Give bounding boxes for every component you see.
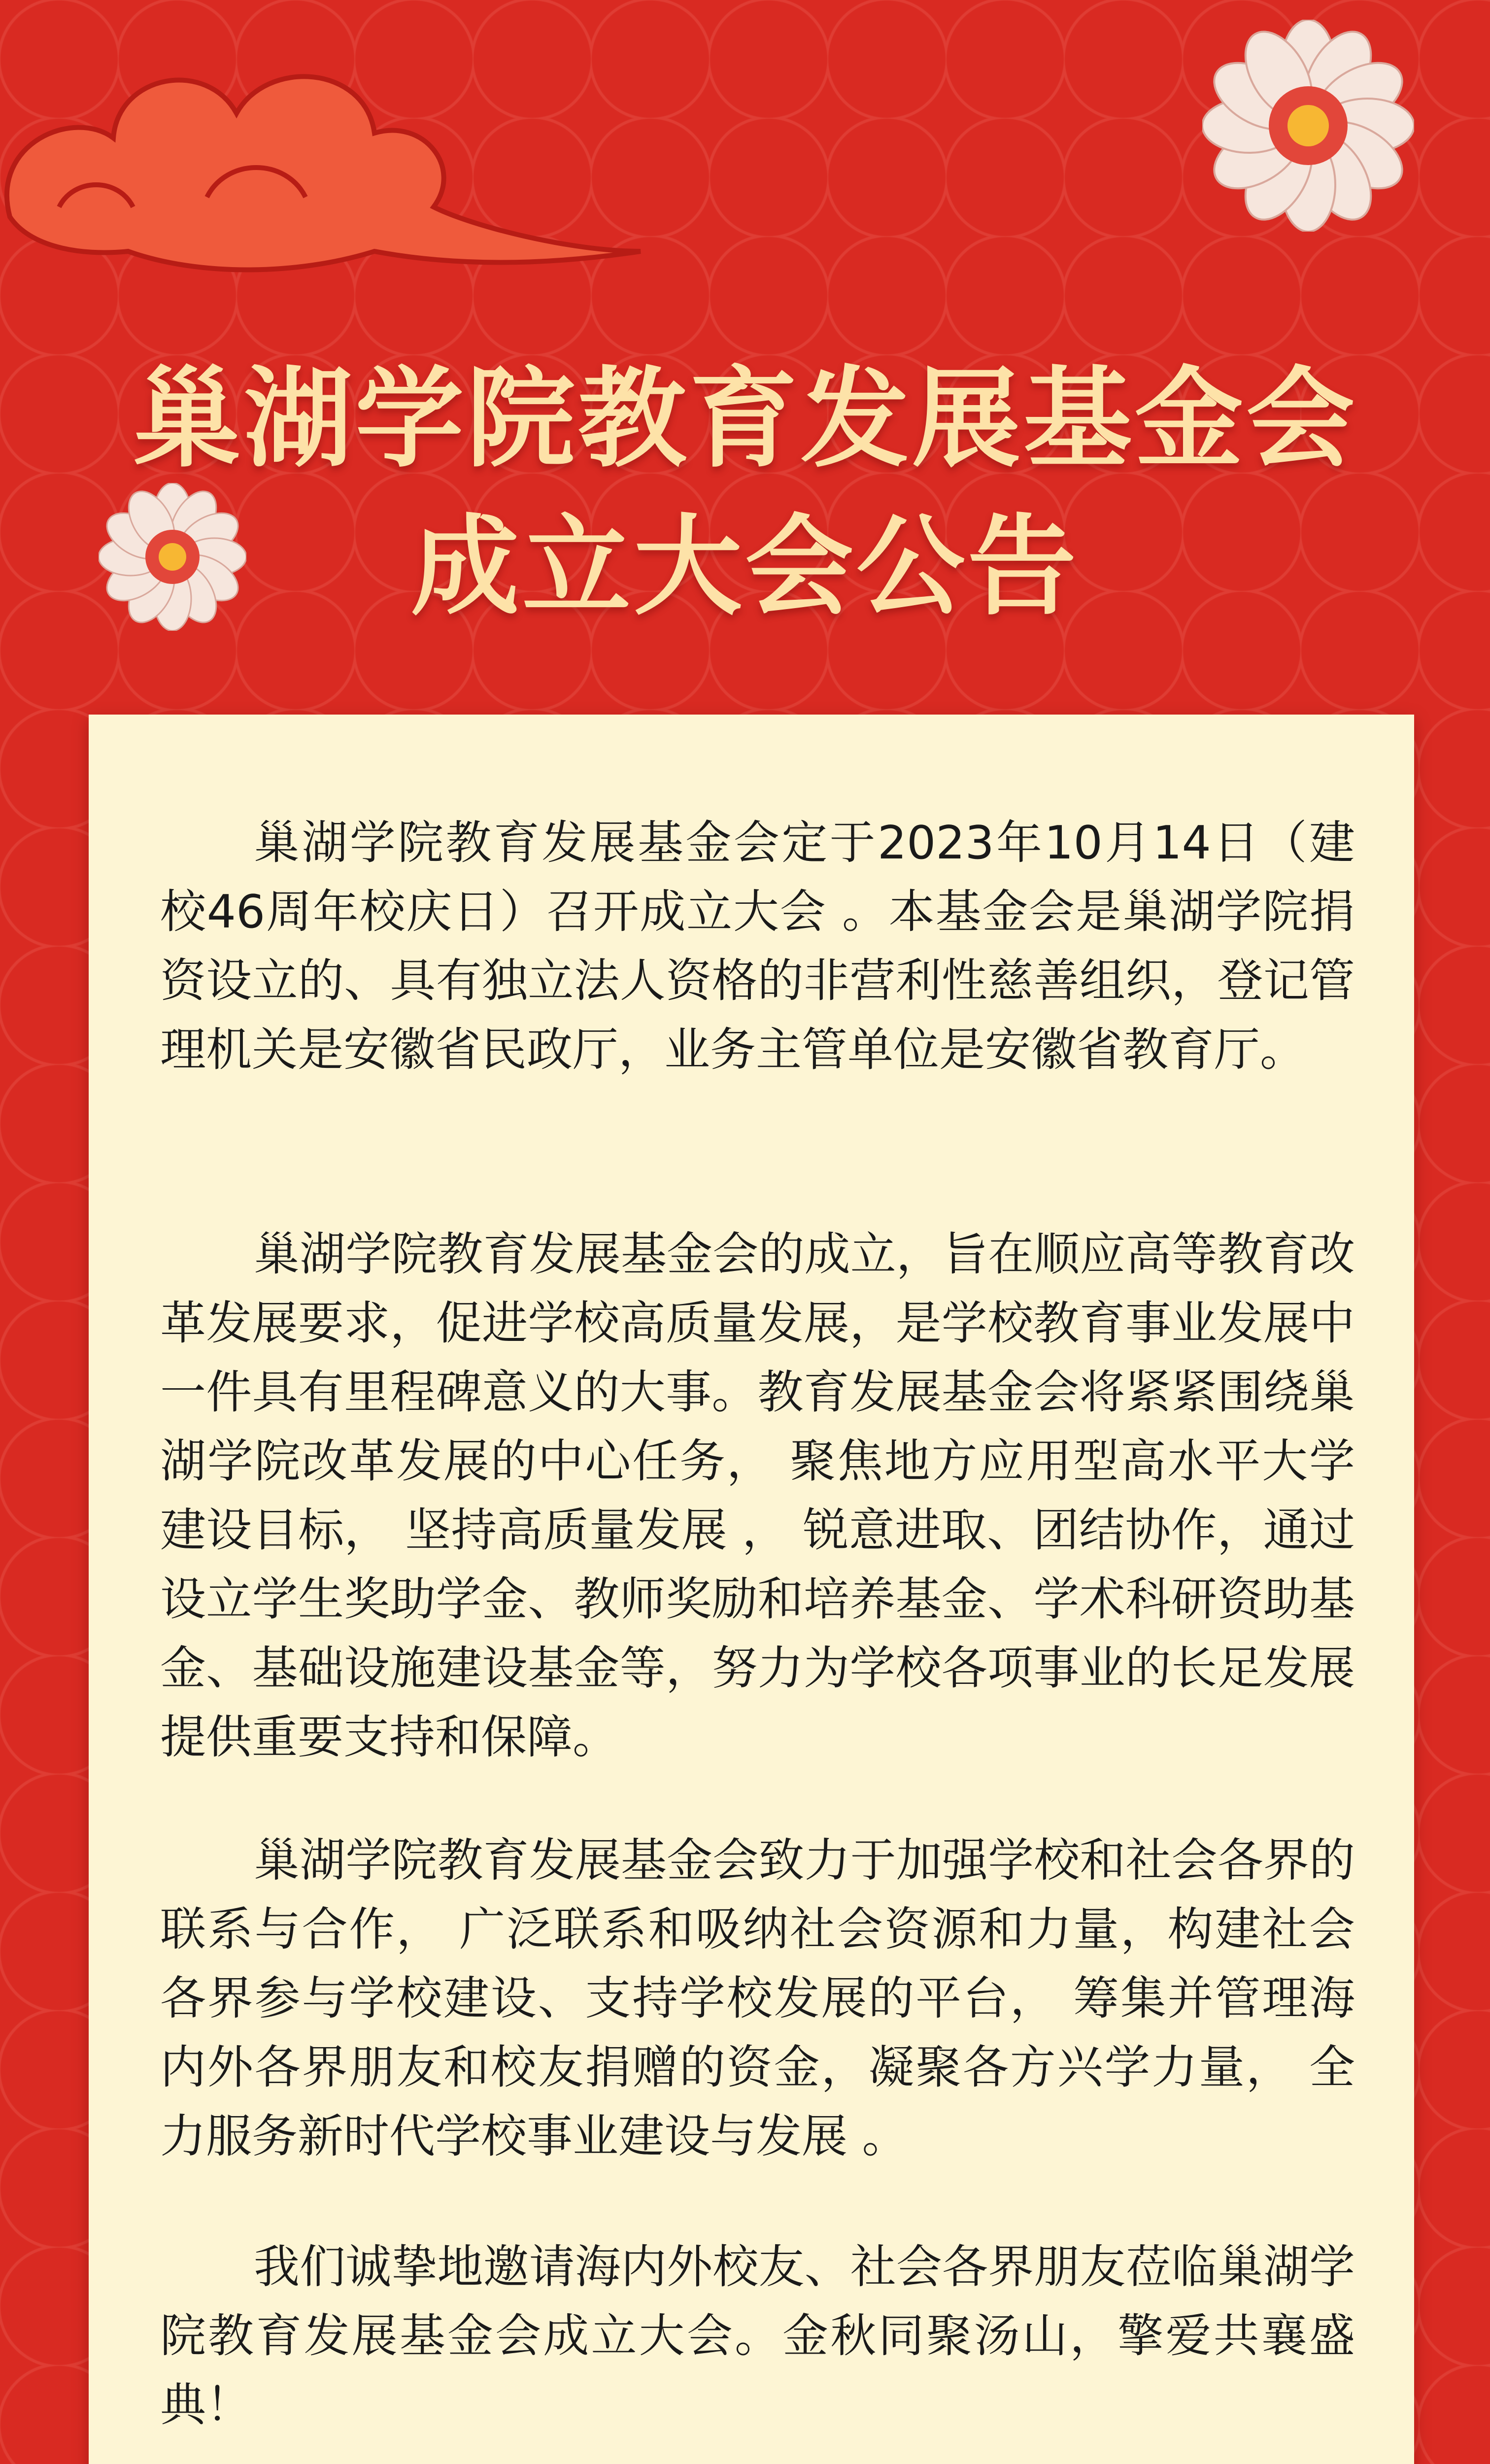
cloud-decoration-top-left bbox=[0, 20, 650, 296]
flower-icon-top-right bbox=[1202, 20, 1414, 232]
page-title-line-2: 成立大会公告 bbox=[410, 504, 1079, 630]
paragraph-2: 巢湖学院教育发展基金会的成立，旨在顺应高等教育改革发展要求，促进学校高质量发展，是学校教育事业发展中一件具有里程碑意义的大事。教育发展基金会将紧紧围绕巢湖学院改革发展的中心任务， 聚焦地方应用型高水平大学建设目标， 坚持高质量发展 ， 锐意进取、团结协作，通过设立学生奖助学金、教师奖励和培养基金、学术科研资助基金、基础设施建设基金等，努力为学校各项事业的长足发展提供重要支持和保障。 bbox=[160, 1228, 1355, 1764]
paragraph-3: 巢湖学院教育发展基金会致力于加强学校和社会各界的联系与合作， 广泛联系和吸纳社会资源和力量，构建社会各界参与学校建设、支持学校发展的平台， 筹集并管理海内外各界朋友和校友捐赠的资金，凝聚各方兴学力量， 全力服务新时代学校事业建设与发展 。 bbox=[160, 1834, 1355, 2163]
page-title-line-1: 巢湖学院教育发展基金会 bbox=[132, 356, 1357, 482]
paragraph-4: 我们诚挚地邀请海内外校友、社会各界朋友莅临巢湖学院教育发展基金会成立大会。金秋同聚汤山，擎爱共襄盛典！ bbox=[160, 2240, 1355, 2431]
paragraph-1: 巢湖学院教育发展基金会定于2023年10月14日（建校46周年校庆日）召开成立大会 。本基金会是巢湖学院捐资设立的、具有独立法人资格的非营利性慈善组织，登记管理机关是安徽省民政厅，业务主管单位是安徽省教育厅。 bbox=[160, 816, 1355, 1076]
